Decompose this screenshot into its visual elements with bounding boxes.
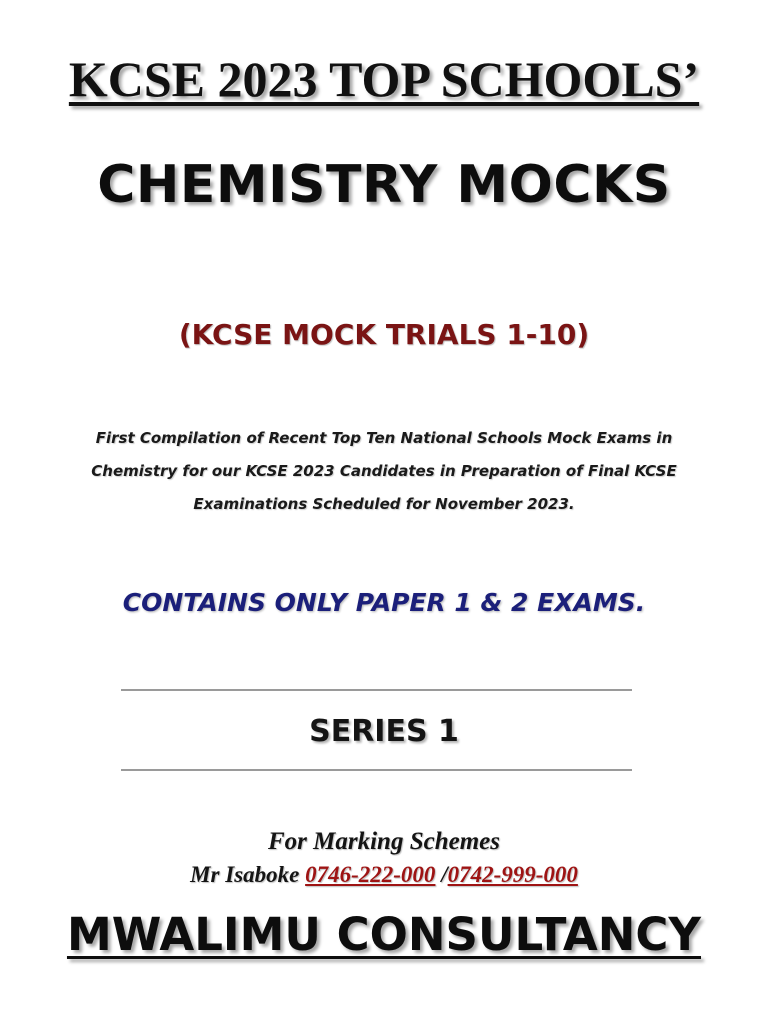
- contact-name: Mr Isaboke: [190, 862, 300, 887]
- contains-note: CONTAINS ONLY PAPER 1 & 2 EXAMS.: [122, 588, 646, 617]
- description-paragraph: [70, 422, 698, 521]
- brand-name-text: MWALIMU CONSULTANCY: [66, 908, 702, 961]
- phone-link-2[interactable]: 0742-999-000: [447, 862, 578, 887]
- description-line: Chemistry for our KCSE 2023 Candidates in Preparation of Final KCSE: [91, 462, 677, 480]
- phone-link-1[interactable]: 0746-222-000: [305, 862, 436, 887]
- top-schools-heading-text: KCSE 2023 TOP SCHOOLS’: [68, 51, 700, 107]
- mock-trials-subtitle: (KCSE MOCK TRIALS 1-10): [178, 318, 590, 351]
- series-label: SERIES 1: [309, 714, 459, 749]
- brand-name: [0, 908, 768, 961]
- divider-bottom: [121, 769, 632, 771]
- description-line: First Compilation of Recent Top Ten National Schools Mock Exams in: [95, 429, 673, 447]
- document-title: CHEMISTRY MOCKS: [97, 155, 671, 215]
- marking-schemes-label: For Marking Schemes: [268, 828, 500, 855]
- contact-separator: /: [441, 862, 448, 887]
- top-schools-heading: [0, 50, 768, 108]
- description-line: Examinations Scheduled for November 2023.: [193, 495, 575, 513]
- divider-top: [121, 689, 632, 691]
- contact-line: [0, 862, 768, 888]
